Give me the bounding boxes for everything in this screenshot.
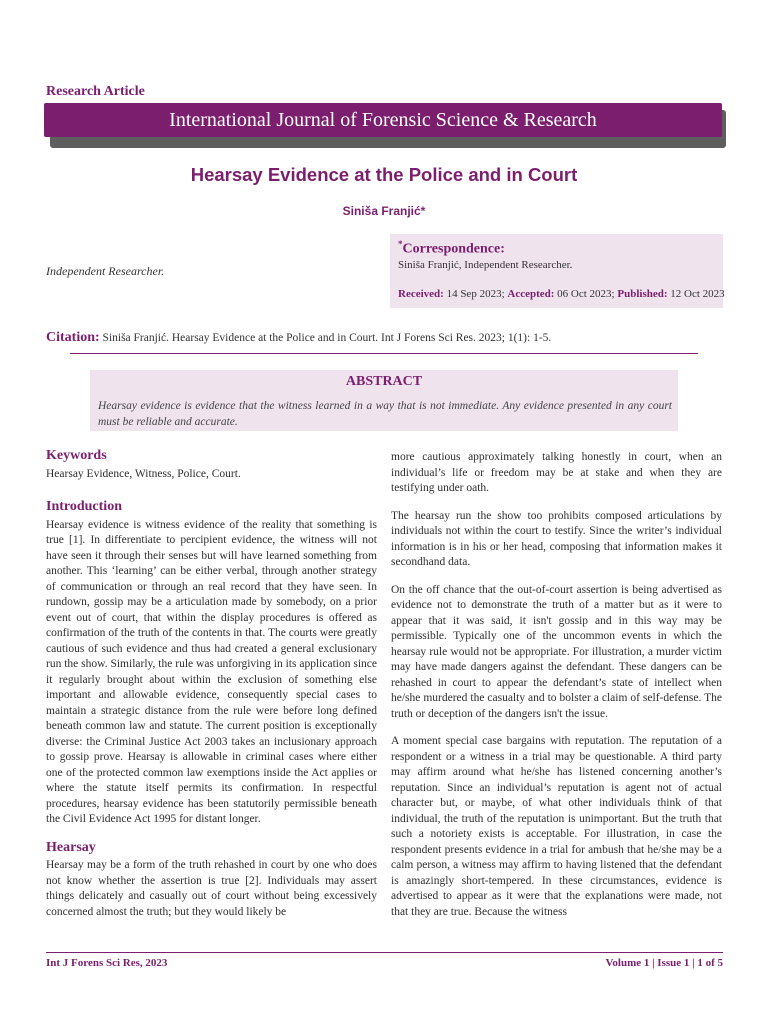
citation xyxy=(46,330,551,346)
paper-title: Hearsay Evidence at the Police and in Court xyxy=(190,164,578,185)
footer-page-info: Volume 1 | Issue 1 | 1 of 5 xyxy=(605,957,723,969)
citation-text: Siniša Franjić. Hearsay Evidence at the Police and in Court. Int J Forens Sci Res. 2023; 1(1): 1-5. xyxy=(102,332,552,344)
body-paragraph: The hearsay run the show too prohibits composed articulations by individuals not within the court to testify. Since the writer’s individual information is in his or her head, composing that information makes it secondhand data. xyxy=(391,509,722,568)
received-date: 14 Sep 2023; xyxy=(446,288,505,300)
footer-divider xyxy=(46,952,723,953)
hearsay-heading: Hearsay xyxy=(46,839,96,855)
citation-label: Citation: xyxy=(46,330,100,345)
body-paragraph: A moment special case bargains with reputation. The reputation of a respondent or a witness in a trial may be questionable. A third party may affirm around what he/she has listened concerning another’s reputation. Since an individual’s reputation is agent not of actual character but, or maybe, of what other individuals think of that individual, the truth of the reputation is unimportant. But the truth that such a notoriety exists is acceptable. For illustration, in case the respondent presents evidence in a trial for ambush that he/she may be a calm person, a witness may affirm to having listened that the defendant is amazingly short-tempered. In these circumstances, evidence is advertised to appear as it were that the explanations were made, not that they are true. Because the witness xyxy=(391,735,722,918)
body-paragraph: On the off chance that the out-of-court assertion is being advertised as evidence not to demonstrate the truth of a matter but as it were to appear that it was said, it isn't gossip and in this way may be permissible. Typically one of the uncommon events in which the hearsay rule would not be appropriate. For illustration, a murder victim may have made dangers against the defendant. These dangers can be rehashed in court to appear the defendant’s state of intellect when he/she murdered the casualty and to bolster a claim of self-defense. The truth or deception of the dangers isn't the issue. xyxy=(391,583,722,720)
abstract-text: Hearsay evidence is evidence that the witness learned in a way that is not immediate. Any evidence presented in any court must be reliable and accurate. xyxy=(98,400,672,428)
received-label: Received: xyxy=(398,288,444,300)
keywords-heading: Keywords xyxy=(46,448,107,463)
abstract-heading: ABSTRACT xyxy=(345,374,423,389)
accepted-label: Accepted: xyxy=(507,288,555,300)
introduction-paragraph: Hearsay evidence is witness evidence of the reality that something is true [1]. In differentiate to percipient evidence, the witness will not have seen it through their senses but will have learned something from another. This ‘learning’ can be either verbal, through another strategy of communication or through an real record that they have seen. In rundown, gossip may be a articulation made by somebody, on a prior event out of court, that within the display procedures is offered as confirmation of the truth of the contents in that. The courts were greatly cautious of such evidence and thus had created a general exclusionary run the show. Similarly, the rule was unforgiving in its application since it regularly brought about within the exclusion of something else important and allowable evidence, consequently special cases to maintain a strategic distance from the rule were before long defined beneath common law and statute. The current position is exceptionally diverse: the Criminal Justice Act 2003 takes an inclusionary approach to gossip prove. Hearsay is allowable in criminal cases where either one of the protected common law exemptions inside the Act applies or where the statute itself permits its confirmation. In respectful procedures, hearsay evidence has been statutorily permissible beneath the Civil Evidence Act 1995 for distant longer. xyxy=(46,518,377,825)
author-name: Siniša Franjić* xyxy=(342,204,426,218)
divider xyxy=(70,353,698,354)
right-column xyxy=(391,450,722,932)
correspondence-box xyxy=(390,234,723,308)
correspondence-heading: *Correspondence: xyxy=(398,239,505,257)
correspondence-name: Siniša Franjić, Independent Researcher. xyxy=(398,259,573,271)
journal-banner xyxy=(44,103,722,137)
hearsay-paragraph: Hearsay may be a form of the truth rehashed in court by one who does not know whether the assertion is true [2]. Individuals may assert things delicately and casually out of court without being excessively concerned almost the truth; but they would likely be xyxy=(46,859,377,918)
abstract-box xyxy=(90,370,678,431)
publication-dates xyxy=(398,288,725,300)
body-paragraph: more cautious approximately talking honestly in court, when an individual’s life or freedom may be at stake and when they are testifying under oath. xyxy=(391,451,722,494)
published-date: 12 Oct 2023 xyxy=(670,288,725,300)
journal-name: International Journal of Forensic Science & Research xyxy=(169,108,597,131)
author-affiliation: Independent Researcher. xyxy=(46,264,165,278)
article-type-label: Research Article xyxy=(46,84,145,99)
accepted-date: 06 Oct 2023; xyxy=(557,288,615,300)
keywords-text: Hearsay Evidence, Witness, Police, Court. xyxy=(46,467,241,480)
footer-journal: Int J Forens Sci Res, 2023 xyxy=(46,957,168,969)
left-column xyxy=(46,448,377,932)
published-label: Published: xyxy=(617,288,668,300)
introduction-heading: Introduction xyxy=(46,499,122,514)
